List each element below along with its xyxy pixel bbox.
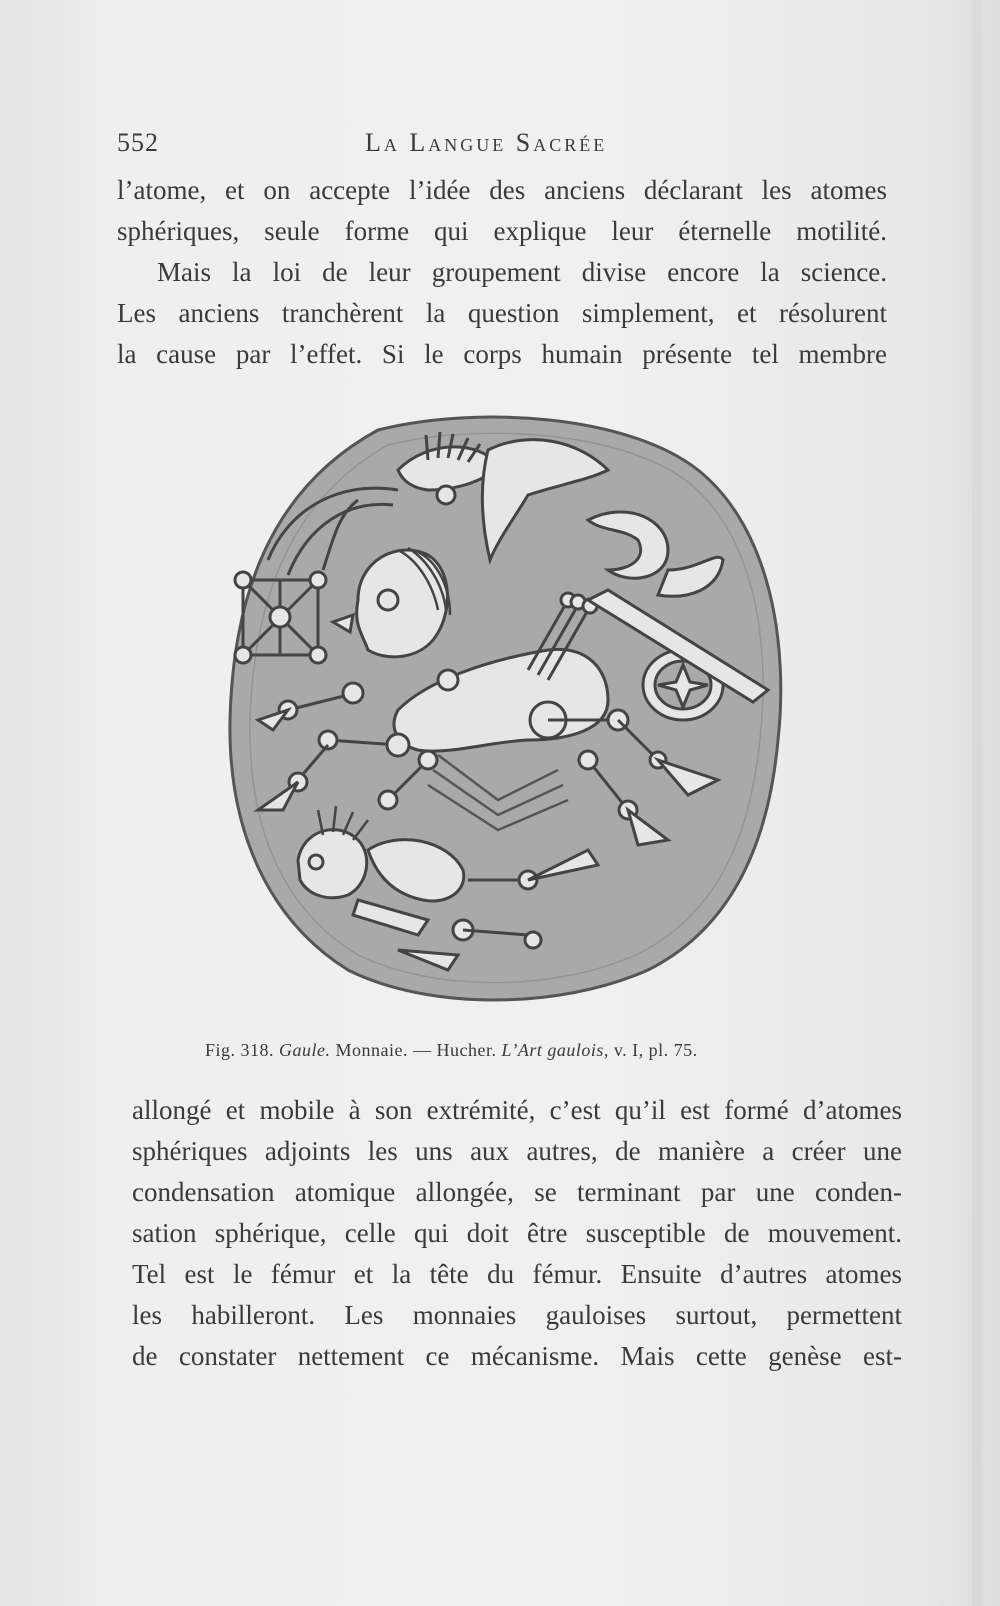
text-line: sphériques adjoints les uns aux autres, de manière a créer une	[132, 1136, 902, 1166]
running-title: La Langue Sacrée	[365, 128, 608, 157]
caption-work: L’Art gaulois,	[501, 1040, 609, 1060]
caption-place: Gaule.	[279, 1040, 331, 1060]
caption-reference: v. I, pl. 75.	[613, 1040, 698, 1060]
coin-illustration	[228, 410, 798, 1030]
coin-engraving	[228, 410, 798, 1030]
text-line: condensation atomique allongée, se terminant par une conden-	[132, 1177, 902, 1207]
text-line: de constater nettement ce mécanisme. Mais cette genèse est-	[132, 1341, 902, 1371]
text-line: allongé et mobile à son extrémité, c’est qu’il est formé d’atomes	[132, 1095, 902, 1125]
figure-caption	[205, 1040, 825, 1061]
running-header	[117, 128, 637, 164]
small-head	[298, 830, 367, 898]
text-line: sation sphérique, celle qui doit être susceptible de mouvement.	[132, 1218, 902, 1248]
text-line: les habilleront. Les monnaies gauloises surtout, permettent	[132, 1300, 902, 1330]
paragraph-bottom	[132, 1090, 902, 1377]
text-line: Tel est le fémur et la tête du fémur. Ensuite d’autres atomes	[132, 1259, 902, 1289]
text-line: l’atome, et on accepte l’idée des anciens déclarant les atomes	[117, 175, 887, 205]
text-line: Mais la loi de leur groupement divise encore la science.	[157, 257, 887, 287]
text-line: la cause par l’effet. Si le corps humain présente tel membre	[117, 339, 887, 369]
paragraph-top	[117, 170, 887, 375]
text-line: sphériques, seule forme qui explique leur éternelle motilité.	[117, 216, 887, 246]
page-edge-shadow	[972, 0, 982, 1606]
text-line: Les anciens tranchèrent la question simplement, et résolurent	[117, 298, 887, 328]
caption-fig-number: Fig. 318.	[205, 1040, 275, 1060]
caption-object: Monnaie. — Hucher.	[335, 1040, 497, 1060]
page-number: 552	[117, 128, 159, 157]
